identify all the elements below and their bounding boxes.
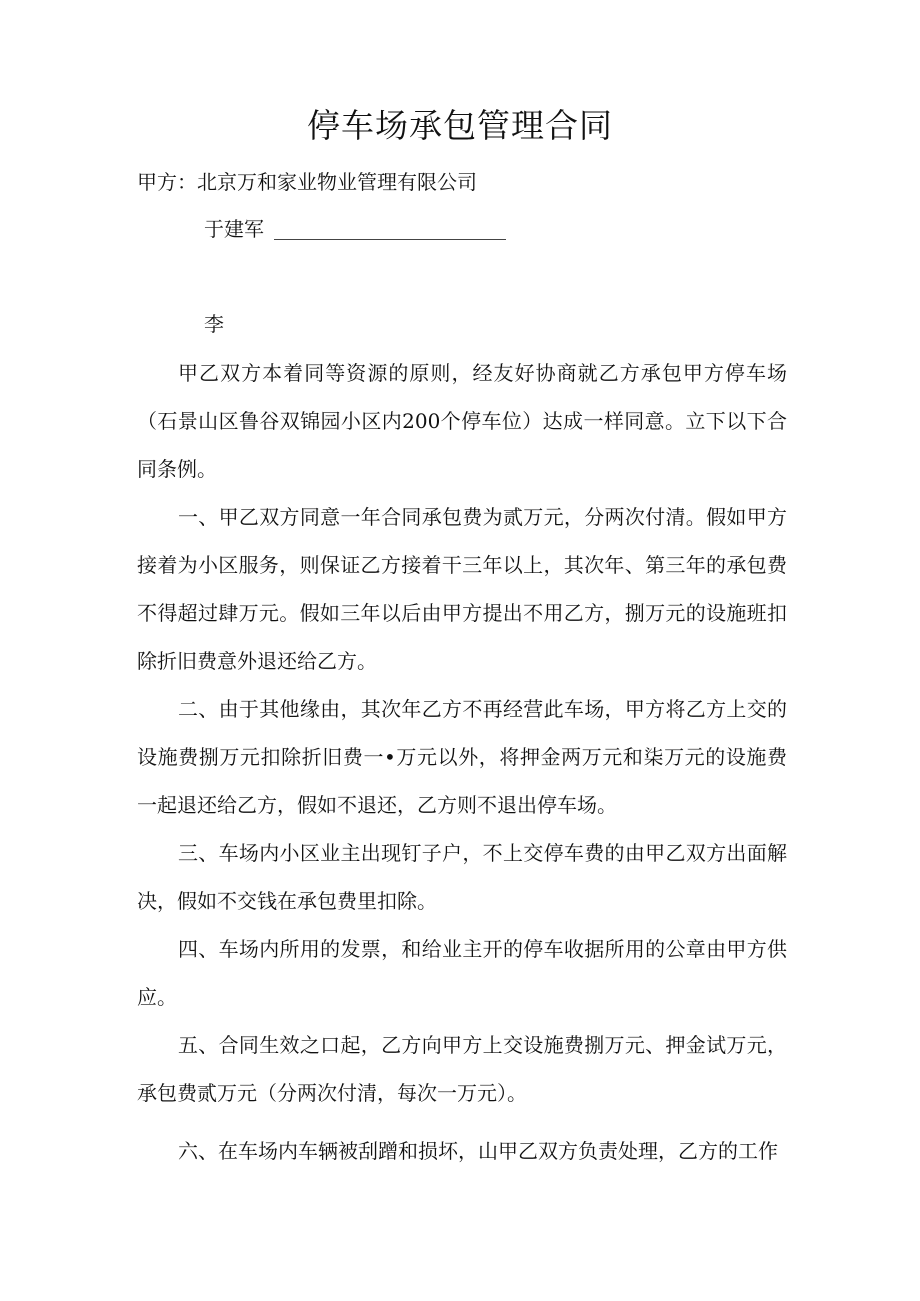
party-a-line: 甲方：北京万和家业物业管理有限公司	[137, 170, 477, 194]
signer-name: 于建军	[204, 217, 264, 241]
clause-6: 六、在车场内车辆被刮蹭和损坏，山甲乙双方负责处理，乙方的工作	[178, 1139, 778, 1163]
clause-4: 四、车场内所用的发票，和给业主开的停车收据所用的公章由甲方供应。	[137, 937, 787, 1009]
clause-5: 五、合同生效之口起，乙方向甲方上交设施费捌万元、押金试万元，承包费贰万元（分两次付清，每次一万元）。	[137, 1033, 787, 1105]
clause-2: 二、由于其他缘由，其次年乙方不再经营此车场，甲方将乙方上交的设施费捌万元扣除折旧费一•万元以外，将押金两万元和柒万元的设施费一起退还给乙方，假如不退还，乙方则不退出停车场。	[137, 697, 787, 817]
contract-title: 停车场承包管理合同	[307, 106, 613, 145]
clause-1: 一、甲乙双方同意一年合同承包费为贰万元，分两次付清。假如甲方接着为小区服务，则保证乙方接着干三年以上，其次年、第三年的承包费不得超过肆万元。假如三年以后由甲方提出不用乙方，捌万元的设施班扣除折旧费意外退还给乙方。	[137, 505, 787, 673]
party-b-name: 李	[204, 312, 224, 336]
signature-blank-line	[274, 239, 506, 240]
signer-line	[204, 213, 506, 245]
clause-3: 三、车场内小区业主出现钉子户，不上交停车费的由甲乙双方出面解决，假如不交钱在承包费里扣除。	[137, 841, 787, 913]
intro-paragraph: 甲乙双方本着同等资源的原则，经友好协商就乙方承包甲方停车场（石景山区鲁谷双锦园小区内200个停车位）达成一样同意。立下以下合同条例。	[137, 361, 787, 481]
